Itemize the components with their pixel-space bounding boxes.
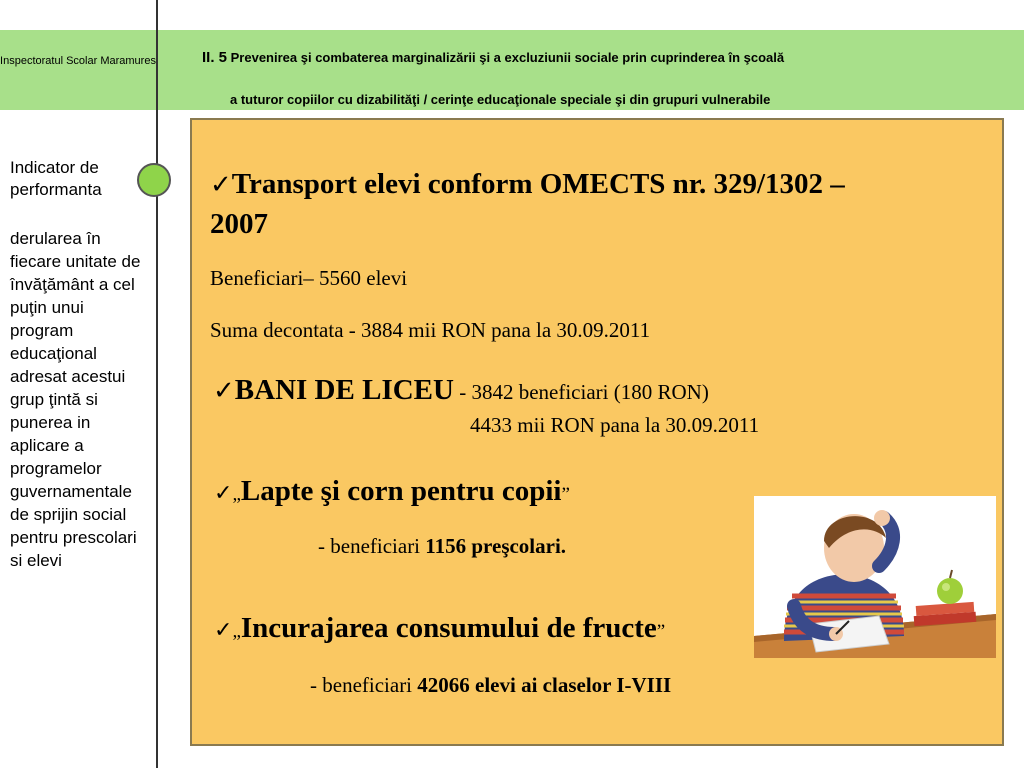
lapte-corn-heading bbox=[214, 475, 570, 508]
page-title-line2: a tuturor copiilor cu dizabilităţi / cerinţe educaţionale speciale şi din grupuri vulnerabile bbox=[230, 92, 771, 107]
checkmark-icon: ✓ bbox=[213, 376, 235, 405]
child-studying-image bbox=[754, 496, 996, 658]
fructe-heading bbox=[214, 612, 665, 645]
lapte-corn-beneficiari bbox=[318, 534, 566, 559]
close-quote: ” bbox=[561, 484, 570, 505]
fructe-value: 42066 elevi ai claselor I-VIII bbox=[417, 673, 672, 697]
transport-title-year: 2007 bbox=[210, 208, 268, 240]
section-number: II. 5 bbox=[202, 49, 228, 66]
transport-beneficiari: Beneficiari– 5560 elevi bbox=[210, 266, 408, 290]
transport-title: Transport elevi conform OMECTS nr. 329/1302 – bbox=[231, 168, 845, 200]
bani-liceu-detail: - 3842 beneficiari (180 RON) bbox=[453, 380, 709, 404]
open-quote: „ bbox=[232, 484, 241, 505]
checkmark-icon: ✓ bbox=[214, 480, 233, 505]
indicator-description: derularea în fiecare unitate de învăţământ a cel puţin unui program educaţional adresat acestui grup ţintă si punerea in aplicare a programelor guvernamentale de sprijin social pentru prescolari si elevi bbox=[10, 229, 141, 570]
lapte-corn-prefix: - beneficiari bbox=[318, 534, 426, 558]
bani-liceu-heading bbox=[213, 374, 709, 407]
fructe-prefix: - beneficiari bbox=[310, 673, 418, 697]
bani-liceu-amount: 4433 mii RON pana la 30.09.2011 bbox=[470, 413, 760, 437]
title-text-1: Prevenirea şi combaterea marginalizării şi a excluziunii sociale prin cuprinderea în şcoală bbox=[230, 50, 785, 65]
child-studying-illustration bbox=[754, 496, 996, 658]
indicator-title: Indicator de performanta bbox=[10, 158, 102, 199]
transport-heading bbox=[210, 168, 845, 201]
fructe-beneficiari bbox=[310, 673, 671, 698]
lapte-corn-title: Lapte şi corn pentru copii bbox=[240, 475, 562, 507]
page-title-line1 bbox=[202, 49, 784, 66]
checkmark-icon: ✓ bbox=[210, 170, 232, 199]
lapte-corn-value: 1156 preşcolari. bbox=[425, 534, 567, 558]
open-quote: „ bbox=[232, 621, 241, 642]
fructe-title: Incurajarea consumului de fructe bbox=[240, 612, 657, 644]
bani-liceu-title: BANI DE LICEU bbox=[234, 374, 454, 406]
close-quote: ” bbox=[656, 621, 666, 642]
checkmark-icon: ✓ bbox=[214, 617, 233, 642]
transport-suma: Suma decontata - 3884 mii RON pana la 30.09.2011 bbox=[210, 318, 651, 342]
vertical-divider bbox=[156, 0, 158, 768]
institution-name: Inspectoratul Scolar Maramures bbox=[0, 55, 156, 67]
